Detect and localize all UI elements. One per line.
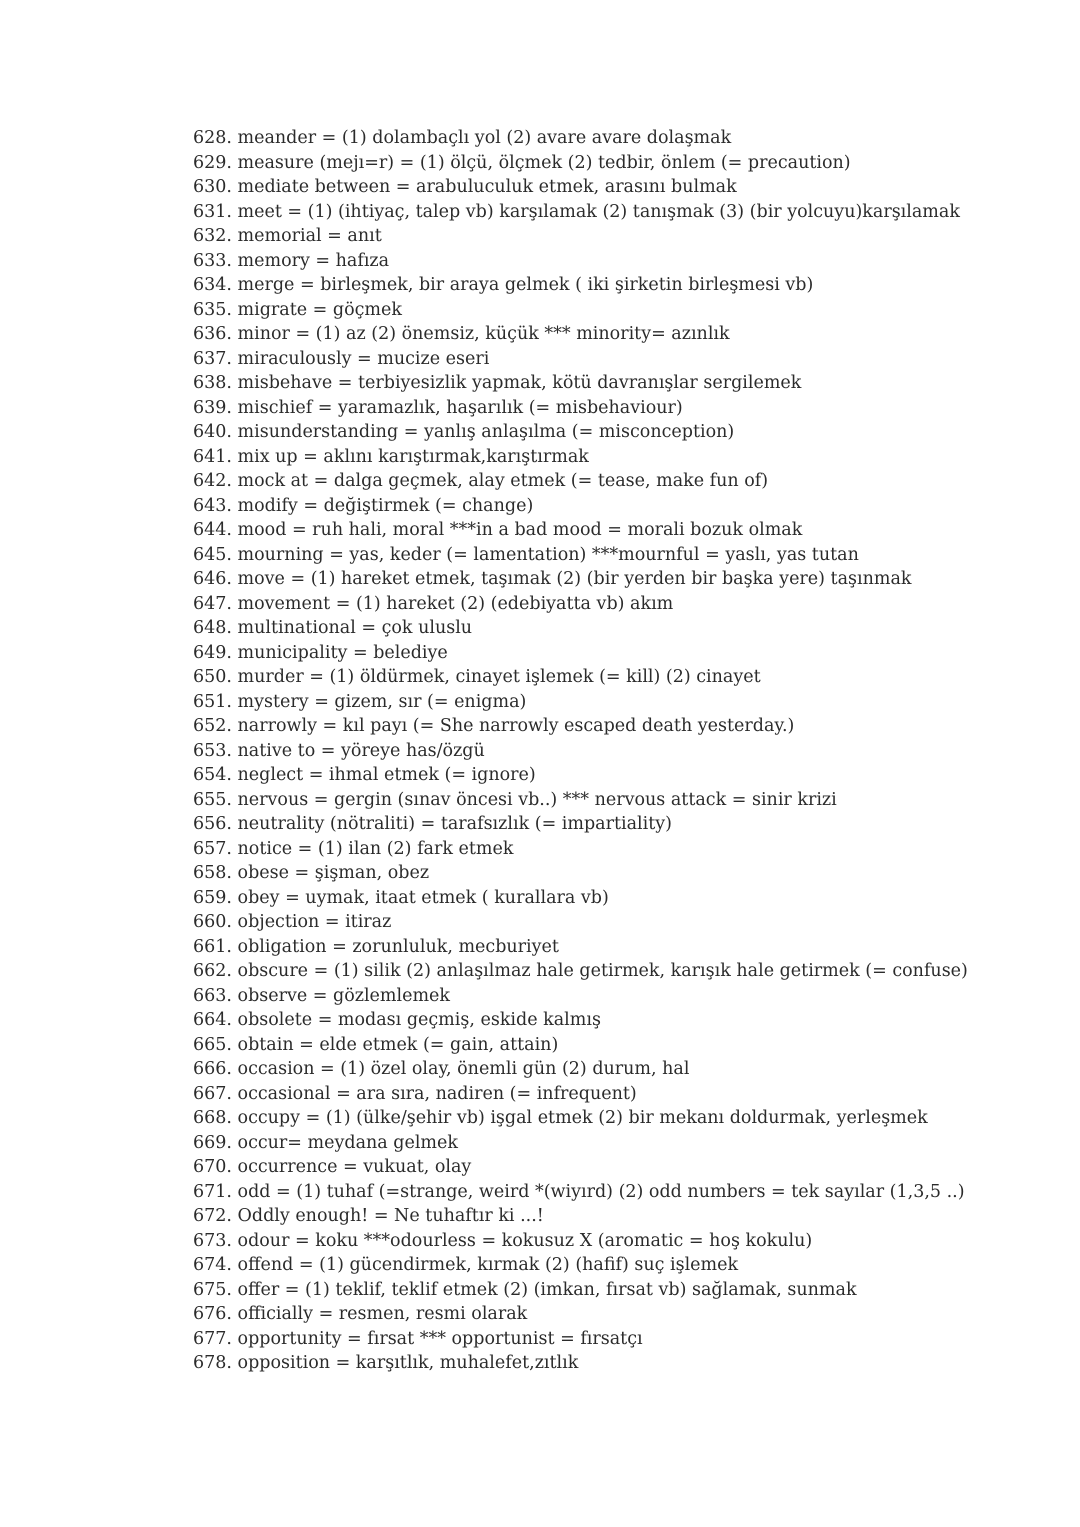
vocab-entry-649: 649. municipality = belediye: [193, 642, 448, 663]
vocab-entry-657: 657. notice = (1) ilan (2) fark etmek: [193, 838, 514, 859]
vocab-entry-643: 643. modify = değiştirmek (= change): [193, 495, 534, 516]
vocab-entry-641: 641. mix up = aklını karıştırmak,karıştırmak: [193, 446, 589, 467]
vocab-entry-671: 671. odd = (1) tuhaf (=strange, weird *(wiyırd) (2) odd numbers = tek sayılar (1,3,5 ..): [193, 1181, 965, 1202]
vocab-entry-666: 666. occasion = (1) özel olay, önemli gün (2) durum, hal: [193, 1059, 690, 1079]
vocab-entry-637: 637. miraculously = mucize eseri: [193, 348, 490, 369]
vocab-entry-651: 651. mystery = gizem, sır (= enigma): [193, 691, 527, 712]
vocab-entry-664: 664. obsolete = modası geçmiş, eskide kalmış: [193, 1010, 601, 1030]
vocab-entry-674: 674. offend = (1) gücendirmek, kırmak (2) (hafif) suç işlemek: [193, 1255, 739, 1275]
vocab-entry-672: 672. Oddly enough! = Ne tuhaftır ki ...!: [193, 1206, 544, 1226]
vocab-entry-669: 669. occur= meydana gelmek: [193, 1132, 458, 1153]
vocab-entry-673: 673. odour = koku ***odourless = kokusuz X (aromatic = hoş kokulu): [193, 1230, 813, 1251]
vocab-entry-663: 663. observe = gözlemlemek: [193, 985, 451, 1006]
vocab-entry-628: 628. meander = (1) dolambaçlı yol (2) avare avare dolaşmak: [193, 128, 732, 148]
vocab-entry-653: 653. native to = yöreye has/özgü: [193, 740, 485, 761]
vocab-entry-667: 667. occasional = ara sıra, nadiren (= infrequent): [193, 1083, 637, 1104]
vocab-entry-648: 648. multinational = çok uluslu: [193, 618, 473, 638]
vocab-entry-678: 678. opposition = karşıtlık, muhalefet,zıtlık: [193, 1353, 579, 1373]
vocab-entry-647: 647. movement = (1) hareket (2) (edebiyatta vb) akım: [193, 593, 674, 614]
vocab-entry-654: 654. neglect = ihmal etmek (= ignore): [193, 765, 536, 785]
vocab-entry-636: 636. minor = (1) az (2) önemsiz, küçük *** minority= azınlık: [193, 324, 730, 344]
vocab-entry-632: 632. memorial = anıt: [193, 226, 382, 246]
vocab-entry-659: 659. obey = uymak, itaat etmek ( kurallara vb): [193, 887, 609, 908]
vocab-entry-642: 642. mock at = dalga geçmek, alay etmek (= tease, make fun of): [193, 471, 769, 491]
vocab-entry-633: 633. memory = hafıza: [193, 250, 390, 271]
vocab-entry-652: 652. narrowly = kıl payı (= She narrowly escaped death yesterday.): [193, 716, 795, 736]
vocabulary-list: [193, 126, 973, 1376]
vocab-entry-634: 634. merge = birleşmek, bir araya gelmek ( iki şirketin birleşmesi vb): [193, 275, 814, 295]
vocab-entry-644: 644. mood = ruh hali, moral ***in a bad mood = morali bozuk olmak: [193, 520, 803, 540]
vocab-entry-670: 670. occurrence = vukuat, olay: [193, 1157, 472, 1177]
vocab-entry-655: 655. nervous = gergin (sınav öncesi vb..) *** nervous attack = sinir krizi: [193, 789, 837, 810]
vocab-entry-662: 662. obscure = (1) silik (2) anlaşılmaz hale getirmek, karışık hale getirmek (= confuse): [193, 961, 968, 981]
vocab-entry-668: 668. occupy = (1) (ülke/şehir vb) işgal etmek (2) bir mekanı doldurmak, yerleşmek: [193, 1108, 928, 1128]
vocab-entry-640: 640. misunderstanding = yanlış anlaşılma (= misconception): [193, 422, 735, 442]
vocab-entry-665: 665. obtain = elde etmek (= gain, attain): [193, 1034, 559, 1055]
vocab-entry-661: 661. obligation = zorunluluk, mecburiyet: [193, 936, 559, 957]
vocab-entry-645: 645. mourning = yas, keder (= lamentation) ***mournful = yaslı, yas tutan: [193, 544, 859, 565]
vocab-entry-631: 631. meet = (1) (ihtiyaç, talep vb) karşılamak (2) tanışmak (3) (bir yolcuyu)karşılamak: [193, 201, 960, 222]
vocab-entry-639: 639. mischief = yaramazlık, haşarılık (= misbehaviour): [193, 397, 683, 418]
vocab-entry-660: 660. objection = itiraz: [193, 912, 392, 932]
vocab-entry-646: 646. move = (1) hareket etmek, taşımak (2) (bir yerden bir başka yere) taşınmak: [193, 569, 912, 589]
vocab-entry-677: 677. opportunity = fırsat *** opportunist = fırsatçı: [193, 1328, 643, 1349]
vocab-entry-629: 629. measure (mejı=r) = (1) ölçü, ölçmek (2) tedbir, önlem (= precaution): [193, 152, 851, 173]
vocab-entry-658: 658. obese = şişman, obez: [193, 863, 430, 883]
vocab-entry-676: 676. officially = resmen, resmi olarak: [193, 1304, 528, 1324]
vocab-entry-630: 630. mediate between = arabuluculuk etmek, arasını bulmak: [193, 177, 737, 197]
vocab-entry-650: 650. murder = (1) öldürmek, cinayet işlemek (= kill) (2) cinayet: [193, 667, 761, 687]
vocab-entry-638: 638. misbehave = terbiyesizlik yapmak, kötü davranışlar sergilemek: [193, 373, 802, 393]
vocab-entry-635: 635. migrate = göçmek: [193, 299, 402, 320]
vocab-entry-656: 656. neutrality (nötraliti) = tarafsızlık (= impartiality): [193, 814, 672, 834]
vocab-entry-675: 675. offer = (1) teklif, teklif etmek (2) (imkan, fırsat vb) sağlamak, sunmak: [193, 1279, 857, 1300]
